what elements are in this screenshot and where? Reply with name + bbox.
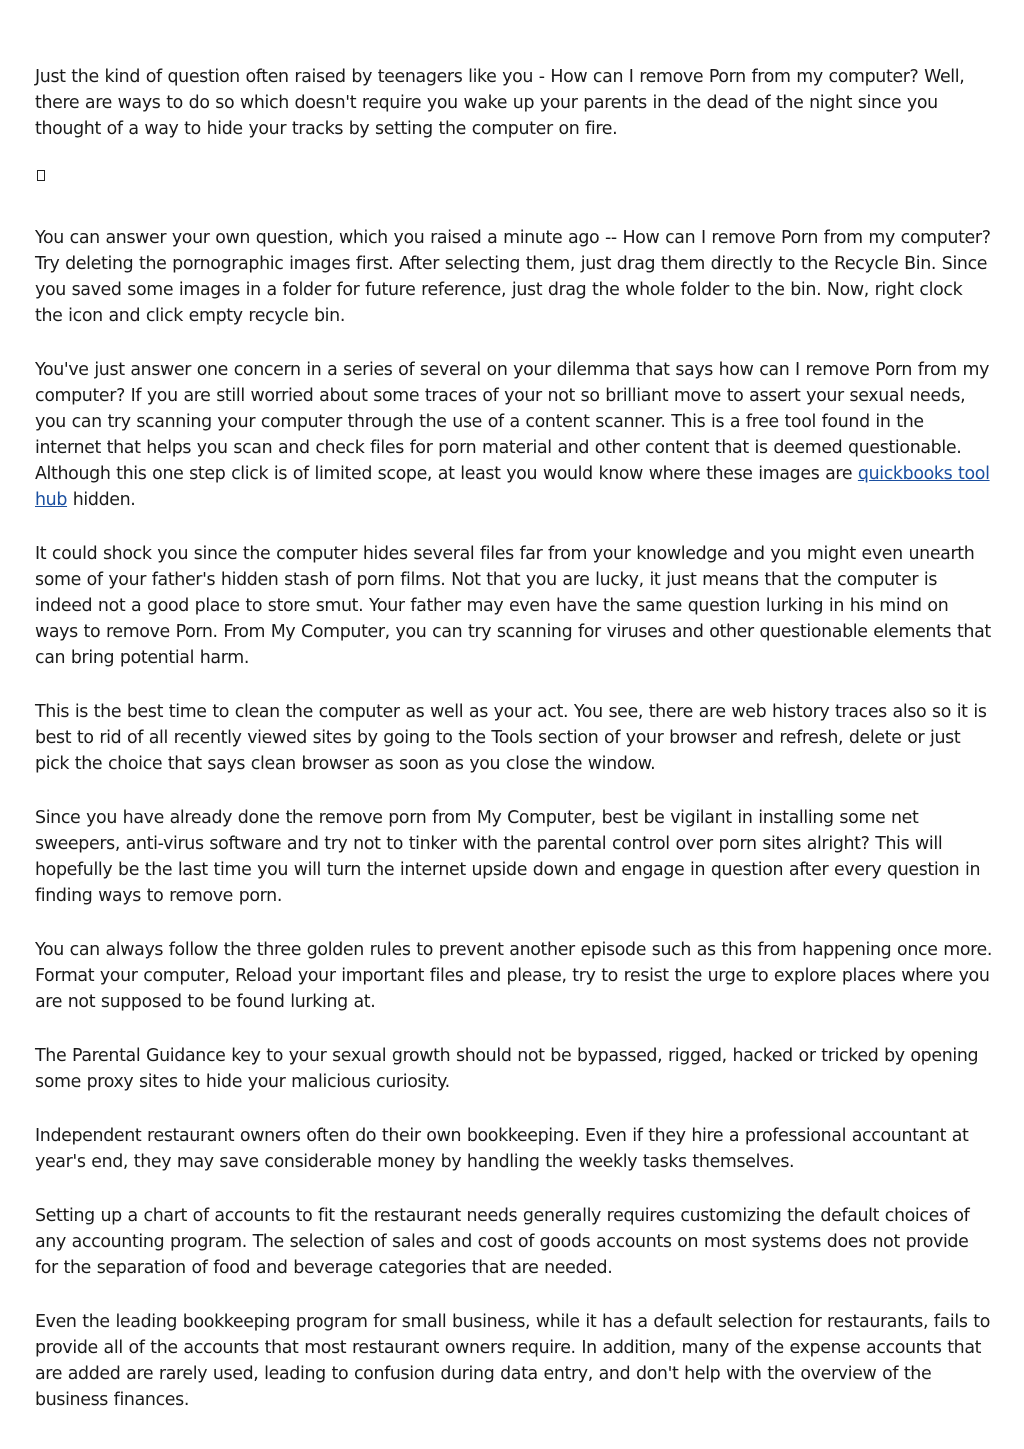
paragraph-11: Even the leading bookkeeping program for small business, while it has a default selection for restaurants, fails to provide all of the accounts that most restaurant owners require. In addition, many of the expense accounts that are added are rarely used, leading to confusion during data entry, and don't help with the overview of the business finances.	[35, 1312, 990, 1410]
paragraph-7: You can always follow the three golden rules to prevent another episode such as this from happening once more. Format your computer, Reload your important files and please, try to resist the urge to explore places where you are not supposed to be found lurking at.	[35, 940, 993, 1012]
document-body	[35, 64, 995, 1441]
paragraph-3-text-before: You've just answer one concern in a series of several on your dilemma that says how can I remove Porn from my computer? If you are still worried about some traces of your not so brilliant move to assert your sexual needs, you can try scanning your computer through the use of a content scanner. This is a free tool found in the internet that helps you scan and check files for porn material and other content that is deemed questionable. Although this one step click is of limited scope, at least you would know where these images are	[35, 360, 990, 484]
paragraph-3	[35, 357, 995, 513]
paragraph-2: You can answer your own question, which you raised a minute ago -- How can I remove Porn from my computer? Try deleting the pornographic images first. After selecting them, just drag them directly to the Recycle Bin. Since you saved some images in a folder for future reference, just drag the whole folder to the bin. Now, right clock the icon and click empty recycle bin.	[35, 228, 991, 326]
paragraph-8: The Parental Guidance key to your sexual growth should not be bypassed, rigged, hacked or tricked by opening some proxy sites to hide your malicious curiosity.	[35, 1046, 979, 1092]
paragraph-4: It could shock you since the computer hides several files far from your knowledge and you might even unearth some of your father's hidden stash of porn films. Not that you are lucky, it just means that the computer is indeed not a good place to store smut. Your father may even have the same question lurking in his mind on ways to remove Porn. From My Computer, you can try scanning for viruses and other questionable elements that can bring potential harm.	[35, 544, 991, 668]
missing-glyph-icon	[37, 170, 45, 181]
paragraph-3-text-after: hidden.	[67, 490, 136, 510]
paragraph-10: Setting up a chart of accounts to fit the restaurant needs generally requires customizing the default choices of any accounting program. The selection of sales and cost of goods accounts on most systems does not provide for the separation of food and beverage categories that are needed.	[35, 1206, 970, 1278]
paragraph-1: Just the kind of question often raised by teenagers like you - How can I remove Porn from my computer? Well, there are ways to do so which doesn't require you wake up your parents in the dead of the night since you thought of a way to hide your tracks by setting the computer on fire.	[35, 67, 965, 139]
paragraph-5: This is the best time to clean the computer as well as your act. You see, there are web history traces also so it is best to rid of all recently viewed sites by going to the Tools section of your browser and refresh, delete or just pick the choice that says clean browser as soon as you close the window.	[35, 702, 987, 774]
quickbooks-tool-hub-link[interactable]: quickbooks tool hub	[35, 464, 990, 510]
paragraph-6: Since you have already done the remove porn from My Computer, best be vigilant in installing some net sweepers, anti-virus software and try not to tinker with the parental control over porn sites alright? This will hopefully be the last time you will turn the internet upside down and engage in question after every question in finding ways to remove porn.	[35, 808, 981, 906]
paragraph-9: Independent restaurant owners often do their own bookkeeping. Even if they hire a professional accountant at year's end, they may save considerable money by handling the weekly tasks themselves.	[35, 1126, 969, 1172]
